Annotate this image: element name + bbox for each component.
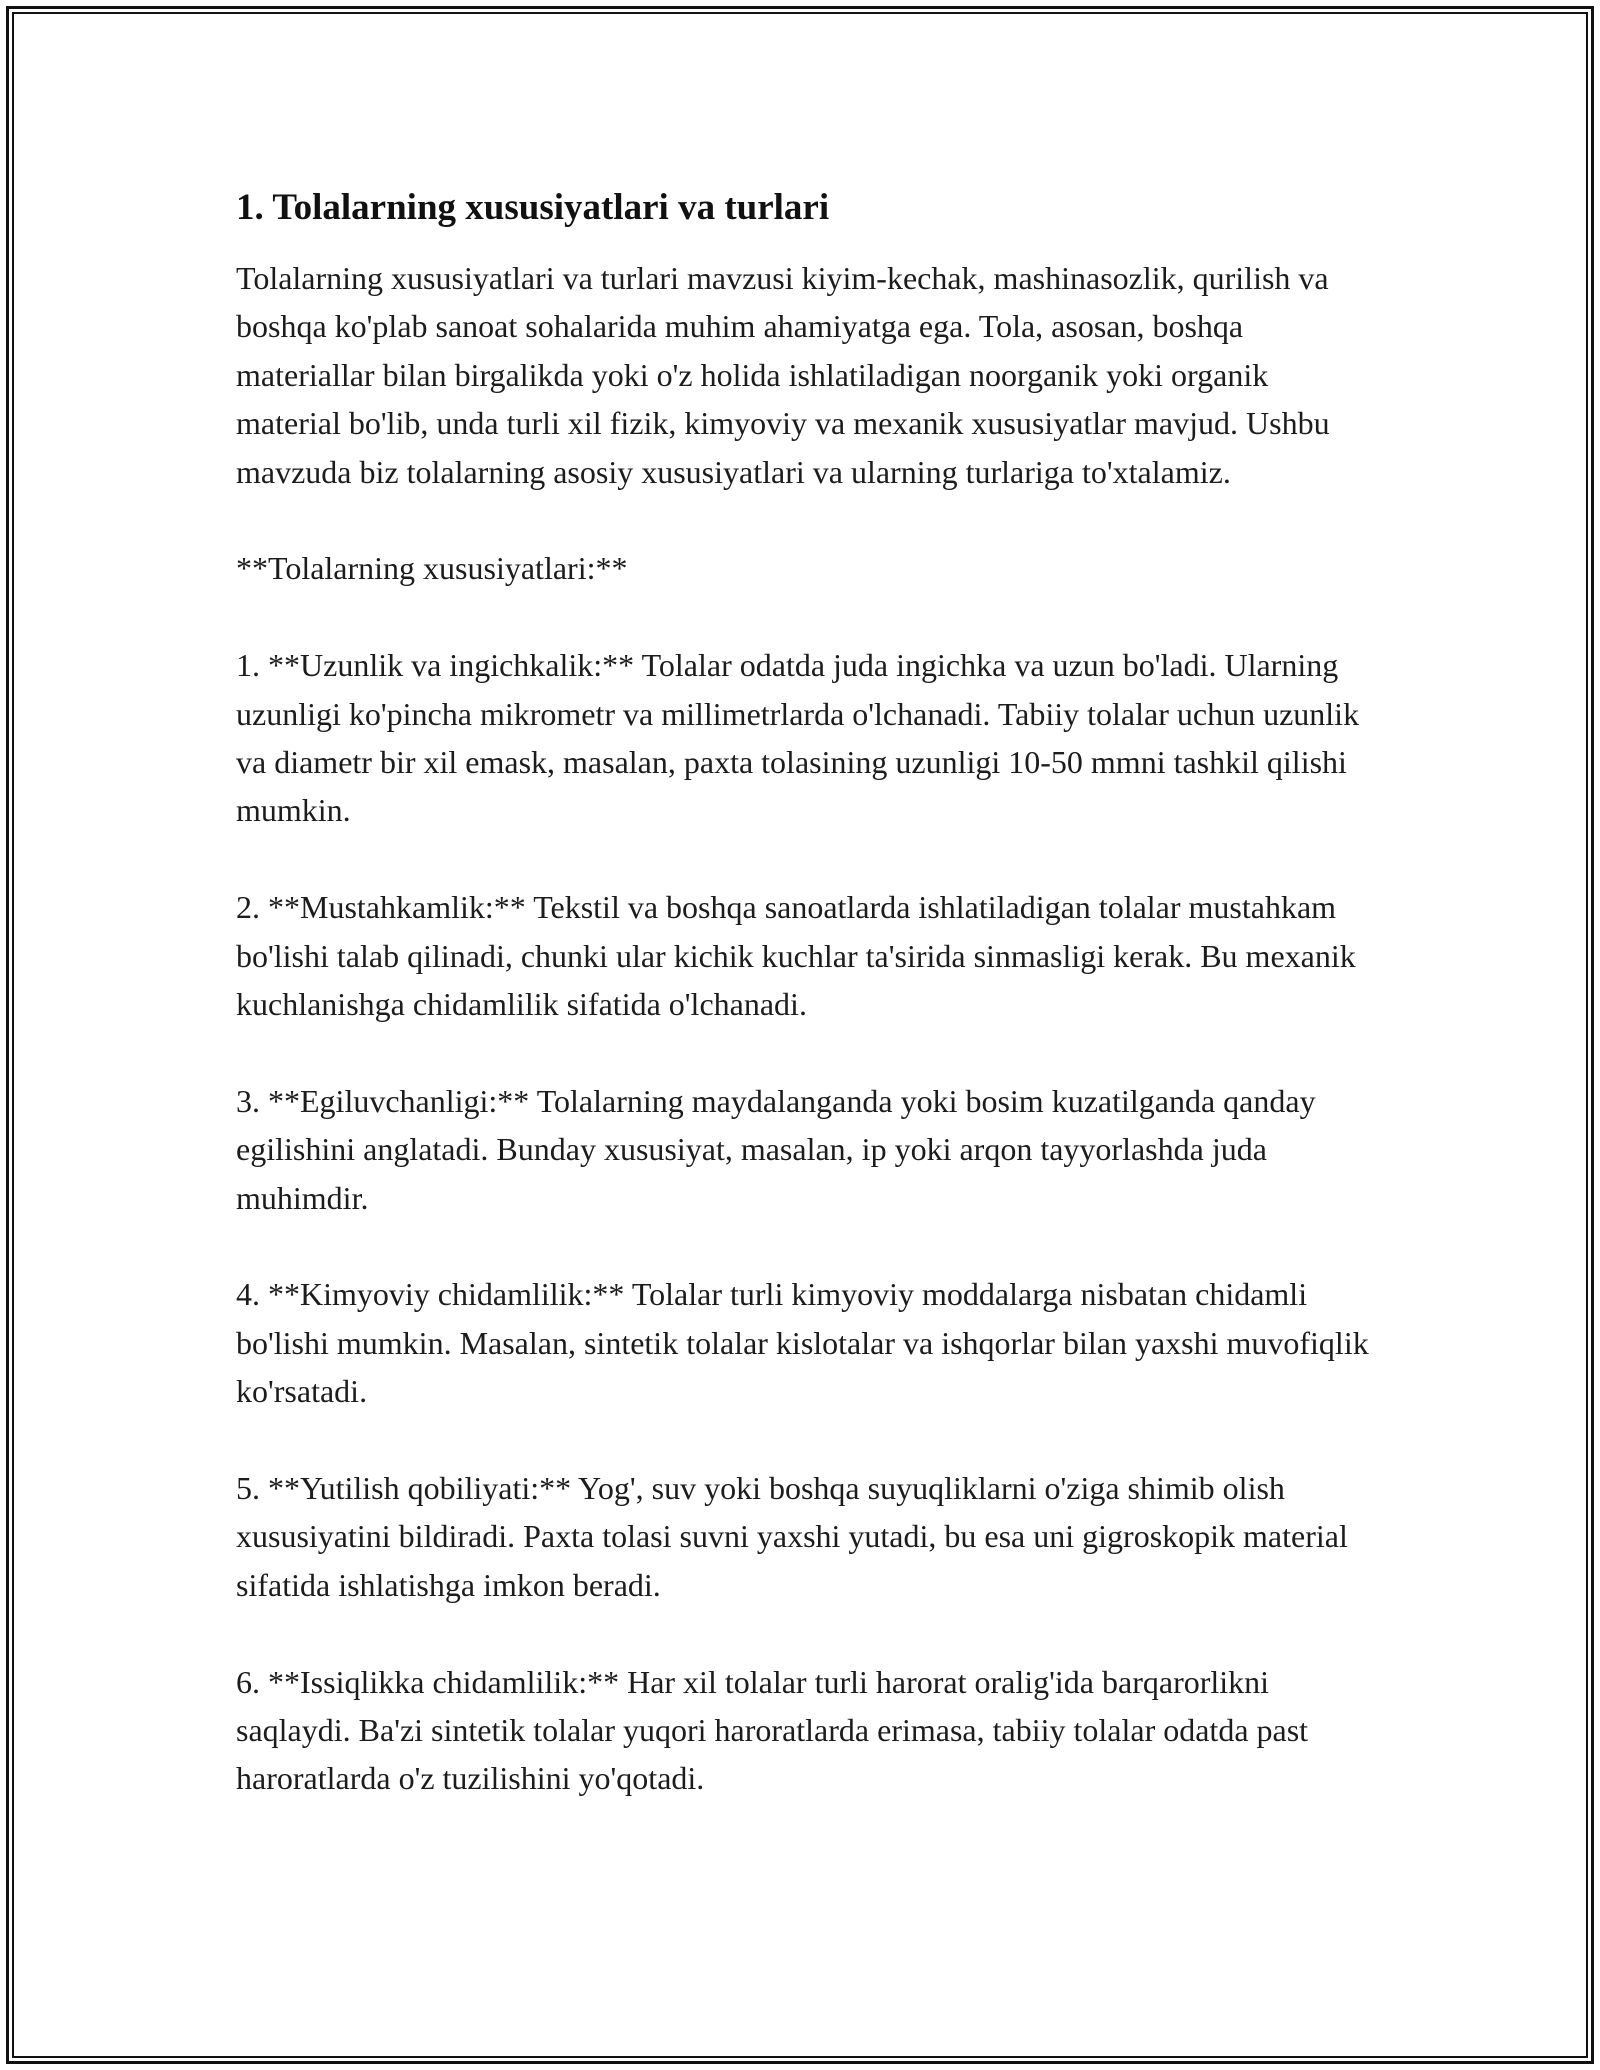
intro-paragraph: Tolalarning xususiyatlari va turlari mavzusi kiyim-kechak, mashinasozlik, qurilish va boshqa ko'plab sanoat sohalarida muhim ahamiyatga ega. Tola, asosan, boshqa materiallar bilan birgalikda yoki o'z holida ishlatiladigan noorganik yoki organik material bo'lib, unda turli xil fizik, kimyoviy va mexanik xususiyatlar mavjud. Ushbu mavzuda biz tolalarning asosiy xususiyatlari va ularning turlariga to'xtalamiz. bbox=[236, 260, 1330, 490]
section-heading: 1. Tolalarning xususiyatlari va turlari bbox=[236, 187, 830, 228]
paragraph-spacer bbox=[236, 835, 1376, 883]
list-item: 4. **Kimyoviy chidamlilik:** Tolalar turli kimyoviy moddalarga nisbatan chidamli bo'lishi mumkin. Masalan, sintetik tolalar kislotalar va ishqorlar bilan yaxshi muvofiqlik ko'rsatadi. bbox=[236, 1276, 1369, 1410]
document-body bbox=[236, 180, 1376, 1803]
list-item: 1. **Uzunlik va ingichkalik:** Tolalar odatda juda ingichka va uzun bo'ladi. Ularning uzunligi ko'pincha mikrometr va millimetrlarda o'lchanadi. Tabiiy tolalar uchun uzunlik va diametr bir xil emask, masalan, paxta tolasining uzunligi 10-50 mmni tashkil qilishi mumkin. bbox=[236, 647, 1360, 829]
subheading-paragraph: **Tolalarning xususiyatlari:** bbox=[236, 550, 628, 587]
list-item: 2. **Mustahkamlik:** Tekstil va boshqa sanoatlarda ishlatiladigan tolalar mustahkam bo'lishi talab qilinadi, chunki ular kichik kuchlar ta'sirida sinmasligi kerak. Bu mexanik kuchlanishga chidamlilik sifatida o'lchanadi. bbox=[236, 889, 1356, 1023]
list-item: 5. **Yutilish qobiliyati:** Yog', suv yoki boshqa suyuqliklarni o'ziga shimib olish xususiyatini bildiradi. Paxta tolasi suvni yaxshi yutadi, bu esa uni gigroskopik material sifatida ishlatishga imkon beradi. bbox=[236, 1470, 1348, 1603]
list-item: 3. **Egiluvchanligi:** Tolalarning maydalanganda yoki bosim kuzatilganda qanday egilishini anglatadi. Bunday xususiyat, masalan, ip yoki arqon tayyorlashda juda muhimdir. bbox=[236, 1082, 1316, 1216]
paragraph-spacer bbox=[236, 1609, 1376, 1657]
paragraph-spacer bbox=[236, 593, 1376, 641]
list-item: 6. **Issiqlikka chidamlilik:** Har xil tolalar turli harorat oralig'ida barqarorlikni saqlaydi. Ba'zi sintetik tolalar yuqori haroratlarda erimasa, tabiiy tolalar odatda past haroratlarda o'z tuzilishini yo'qotadi. bbox=[236, 1663, 1309, 1797]
paragraph-spacer bbox=[236, 496, 1376, 544]
paragraph-spacer bbox=[236, 1416, 1376, 1464]
paragraph-spacer bbox=[236, 1028, 1376, 1076]
paragraph-spacer bbox=[236, 1222, 1376, 1270]
